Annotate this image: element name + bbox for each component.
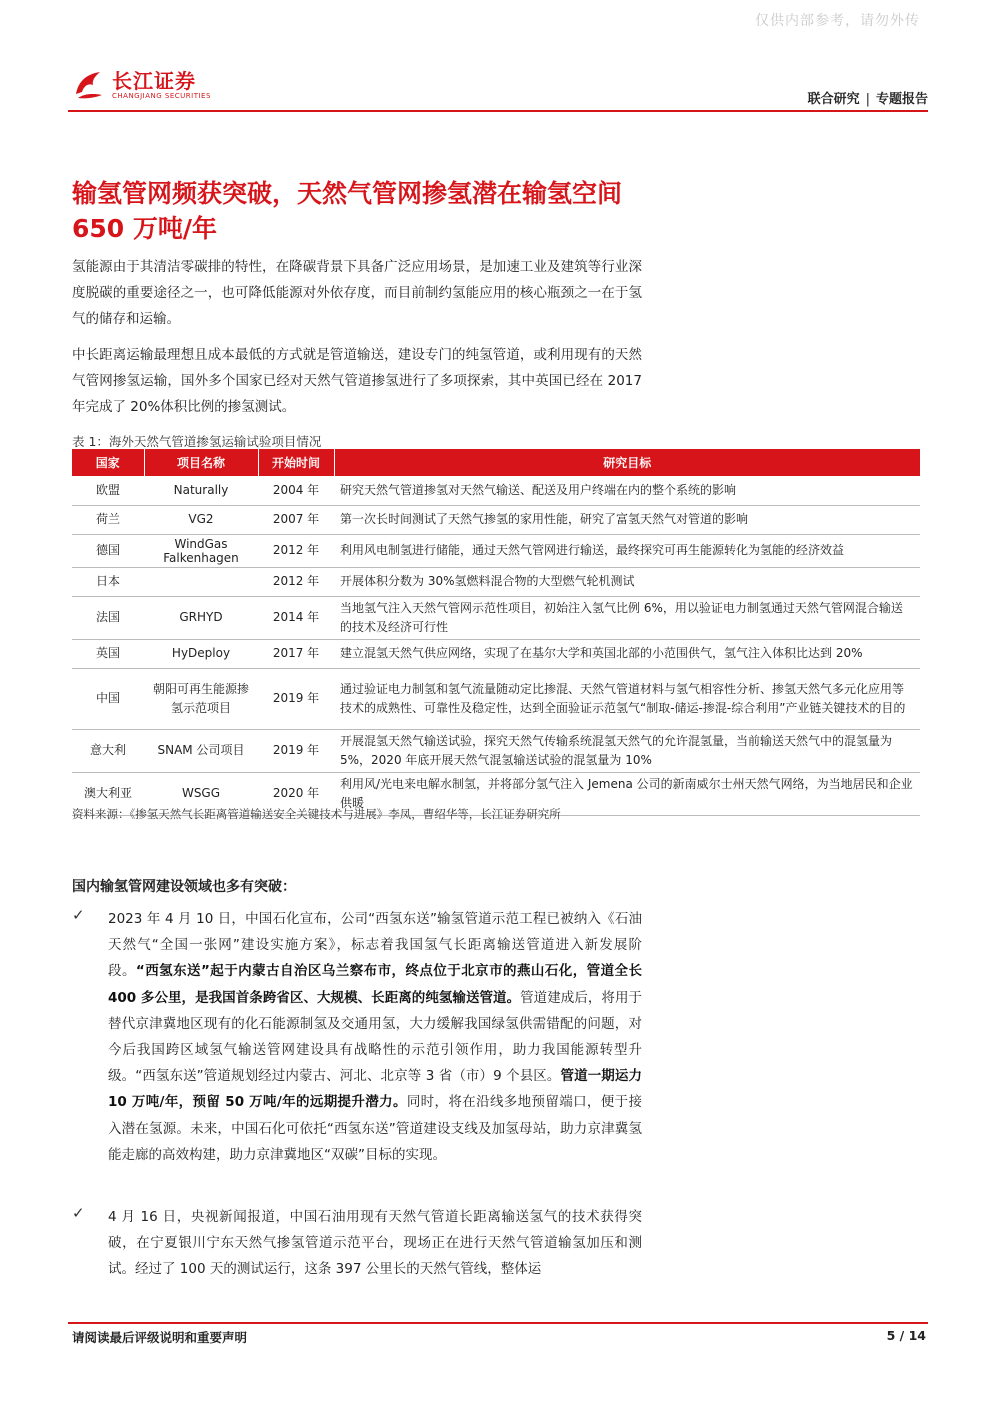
bullet-segment: 管道建成后，将用于替代京津冀地区现有的化石能源制氢及交通用氢，大力缓解我国绿氢供需错配的问题，对今后我国跨区域氢气输送管网建设具有战略性的示范引领作用，助力我国能源转型升级。“西氢东送”管道规划经过内蒙古、河北、北京等 3 省（市）9 个县区。 <box>108 989 642 1085</box>
checkmark-icon: ✓ <box>72 1204 85 1222</box>
cell-year: 2004 年 <box>258 476 334 505</box>
logo-en-text: CHANGJIANG SECURITIES <box>112 92 211 100</box>
cell-project: WindGas Falkenhagen <box>144 534 258 567</box>
bullet-segment-bold: “西氢东送”起于内蒙古自治区乌兰察布市，终点位于北京市的燕山石化，管道全长 400 多公里，是我国首条跨省区、大规模、长距离的纯氢输送管道。 <box>108 963 643 1006</box>
table-header-cell: 项目名称 <box>144 449 258 476</box>
cell-country: 日本 <box>72 567 144 596</box>
subsection-heading: 国内输氢管网建设领域也多有突破： <box>72 879 296 895</box>
bullet-segment: 4 月 16 日，央视新闻报道，中国石油用现有天然气管道长距离输送氢气的技术获得突破，在宁夏银川宁东天然气掺氢管道示范平台，现场正在进行天然气管道输氢加压和测试。经过了 100 天的测试运行，这条 397 公里长的天然气管线，整体运 <box>108 1209 642 1278</box>
cell-goal: 利用风电制氢进行储能，通过天然气管网进行输送，最终探究可再生能源转化为氢能的经济效益 <box>334 534 920 567</box>
cell-goal: 利用风/光电来电解水制氢，并将部分氢气注入 Jemena 公司的新南威尔士州天然气网络，为当地居民和企业供暖 <box>334 772 920 815</box>
cell-country: 中国 <box>72 668 144 729</box>
cell-country: 欧盟 <box>72 476 144 505</box>
company-logo <box>72 68 211 102</box>
cell-goal: 建立混氢天然气供应网络，实现了在基尔大学和英国北部的小范围供气，氢气注入体积比达到 20% <box>334 639 920 668</box>
bullet-segment: 2023 年 4 月 10 日，中国石化宣布，公司“西氢东送”输氢管道示范工程已被纳入《石油天然气“全国一张网”建设实施方案》，标志着我国氢气长距离输送管道进入新发展阶段。 <box>108 911 642 980</box>
page-number: 5 / 14 <box>886 1328 926 1343</box>
cell-project: VG2 <box>144 505 258 534</box>
table-row <box>72 476 920 505</box>
watermark-text: 仅供内部参考，请勿外传 <box>755 13 920 29</box>
cell-country: 德国 <box>72 534 144 567</box>
section-title: 输氢管网频获突破，天然气管网掺氢潜在输氢空间 650 万吨/年 <box>72 179 623 243</box>
cell-goal: 研究天然气管道掺氢对天然气输送、配送及用户终端在内的整个系统的影响 <box>334 476 920 505</box>
table-row <box>72 729 920 772</box>
table-row <box>72 668 920 729</box>
cell-year: 2012 年 <box>258 534 334 567</box>
cell-year: 2017 年 <box>258 639 334 668</box>
bullet-item-1 <box>72 906 642 1168</box>
checkmark-icon: ✓ <box>72 906 85 924</box>
cell-project: 朝阳可再生能源掺氢示范项目 <box>144 668 258 729</box>
cell-country: 英国 <box>72 639 144 668</box>
cell-goal: 开展混氢天然气输送试验，探究天然气传输系统混氢天然气的允许混氢量，当前输送天然气中的混氢量为 5%，2020 年底开展天然气混氢输送试验的混氢量为 10% <box>334 729 920 772</box>
cell-country: 法国 <box>72 596 144 639</box>
logo-emblem-icon <box>72 68 106 102</box>
cell-year: 2019 年 <box>258 729 334 772</box>
table-header-cell: 国家 <box>72 449 144 476</box>
bullet-segment-bold: 管道一期运力 10 万吨/年，预留 50 万吨/年的远期提升潜力。 <box>108 1068 642 1111</box>
table-row <box>72 639 920 668</box>
footer-disclaimer: 请阅读最后评级说明和重要声明 <box>72 1330 248 1345</box>
cell-project: GRHYD <box>144 596 258 639</box>
cell-year: 2014 年 <box>258 596 334 639</box>
bullet-text <box>108 1204 642 1283</box>
cell-year: 2007 年 <box>258 505 334 534</box>
cell-project: Naturally <box>144 476 258 505</box>
cell-year: 2020 年 <box>258 772 334 815</box>
cell-project: SNAM 公司项目 <box>144 729 258 772</box>
cell-year: 2012 年 <box>258 567 334 596</box>
table-header-row <box>72 449 920 476</box>
header-divider <box>68 110 928 112</box>
cell-goal: 当地氢气注入天然气管网示范性项目，初始注入氢气比例 6%，用以验证电力制氢通过天然气管网混合输送的技术及经济可行性 <box>334 596 920 639</box>
header-right-label: 专题报告 <box>875 92 928 107</box>
table-header-cell: 研究目标 <box>334 449 920 476</box>
table-row <box>72 505 920 534</box>
header-category <box>808 88 928 107</box>
table-row <box>72 596 920 639</box>
table-row <box>72 534 920 567</box>
header-separator: | <box>865 92 870 107</box>
intro-paragraph-2: 中长距离运输最理想且成本最低的方式就是管道输送，建设专门的纯氢管道，或利用现有的天然气管网掺氢运输，国外多个国家已经对天然气管道掺氢进行了多项探索，其中英国已经在 2017 年完成了 20%体积比例的掺氢测试。 <box>72 347 642 415</box>
bullet-segment: 同时，将在沿线多地预留端口，便于接入潜在氢源。未来，中国石化可依托“西氢东送”管道建设支线及加氢母站，助力京津冀氢能走廊的高效构建，助力京津冀地区“双碳”目标的实现。 <box>108 1094 642 1163</box>
cell-goal: 第一次长时间测试了天然气掺氢的家用性能，研究了富氢天然气对管道的影响 <box>334 505 920 534</box>
cell-country: 荷兰 <box>72 505 144 534</box>
intro-paragraph-1: 氢能源由于其清洁零碳排的特性，在降碳背景下具备广泛应用场景，是加速工业及建筑等行业深度脱碳的重要途径之一，也可降低能源对外依存度，而目前制约氢能应用的核心瓶颈之一在于氢气的储存和运输。 <box>72 259 642 327</box>
logo-cn-text: 长江证券 <box>112 69 196 93</box>
cell-goal: 开展体积分数为 30%氢燃料混合物的大型燃气轮机测试 <box>334 567 920 596</box>
cell-project: WSGG <box>144 772 258 815</box>
hydrogen-projects-table <box>72 449 920 816</box>
table-header-cell: 开始时间 <box>258 449 334 476</box>
footer-divider <box>68 1322 928 1324</box>
header-left-label: 联合研究 <box>807 92 860 107</box>
bullet-text <box>108 906 642 1168</box>
table-source-note: 资料来源：《掺氢天然气长距离管道输送安全关键技术与进展》李凤，曹绍华等，长江证券研究所 <box>72 807 561 821</box>
cell-project: HyDeploy <box>144 639 258 668</box>
table-row <box>72 567 920 596</box>
bullet-item-2 <box>72 1204 642 1283</box>
table-caption: 表 1：海外天然气管道掺氢运输试验项目情况 <box>72 434 322 449</box>
cell-country: 澳大利亚 <box>72 772 144 815</box>
cell-year: 2019 年 <box>258 668 334 729</box>
cell-goal: 通过验证电力制氢和氢气流量随动定比掺混、天然气管道材料与氢气相容性分析、掺氢天然气多元化应用等技术的成熟性、可靠性及稳定性，达到全面验证示范氢气“制取-储运-掺混-综合利用”产业链关键技术的目的 <box>334 668 920 729</box>
cell-country: 意大利 <box>72 729 144 772</box>
cell-project <box>144 567 258 596</box>
